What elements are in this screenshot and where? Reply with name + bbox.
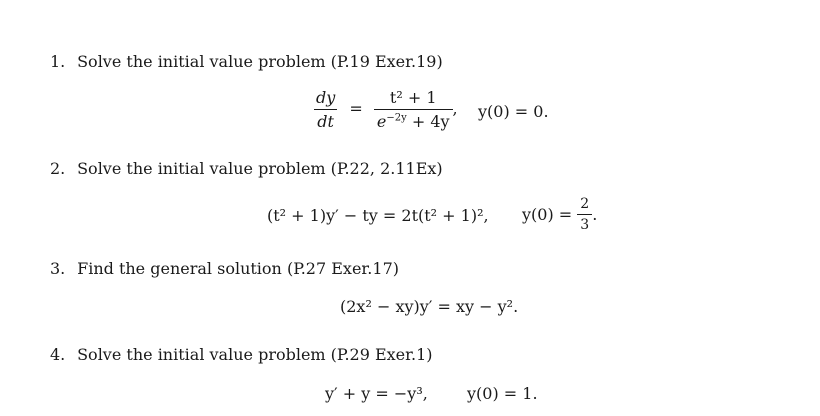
problem-4-equation: y′ + y = −y³, <box>325 384 428 403</box>
problem-3-number: 3. <box>50 259 66 278</box>
problem-2-condition: y(0) = $\frac{2}{3}$ . <box>522 196 598 233</box>
problem-1-text: Solve the initial value problem (P.19 Exer.19) <box>77 52 443 71</box>
problem-1-number: 1. <box>50 52 66 71</box>
fraction-denominator: dt <box>314 109 337 131</box>
rhs-numerator: t² + 1 <box>389 88 437 107</box>
rhs-fraction <box>374 88 453 131</box>
problem-3-text: Find the general solution (P.27 Exer.17) <box>77 259 399 278</box>
problem-3-equation: (2x² − xy)y′ = xy − y². <box>340 297 519 316</box>
fraction-numerator: dy <box>316 88 336 107</box>
problem-4-text: Solve the initial value problem (P.29 Exer.1) <box>77 345 433 364</box>
problem-4-title <box>50 345 433 364</box>
problem-2-text: Solve the initial value problem (P.22, 2.11Ex) <box>77 159 443 178</box>
comma: , <box>452 99 458 118</box>
problem-1-equation <box>313 88 458 131</box>
equals-sign: = <box>349 99 363 118</box>
two-thirds-fraction: $\frac{2}{3}$ <box>577 196 592 233</box>
problem-4-number: 4. <box>50 345 66 364</box>
problem-2-number: 2. <box>50 159 66 178</box>
problem-1-condition: y(0) = 0. <box>478 102 549 121</box>
problem-2-title <box>50 159 443 178</box>
problem-4-condition: y(0) = 1. <box>467 384 538 403</box>
problem-3-title <box>50 259 399 278</box>
dy-dt-fraction <box>313 88 338 131</box>
problem-1-title <box>50 52 443 71</box>
problem-2-equation: (t² + 1)y′ − ty = 2t(t² + 1)², <box>267 206 489 225</box>
rhs-denominator: $e^{-2y} + 4y$ <box>374 109 453 131</box>
